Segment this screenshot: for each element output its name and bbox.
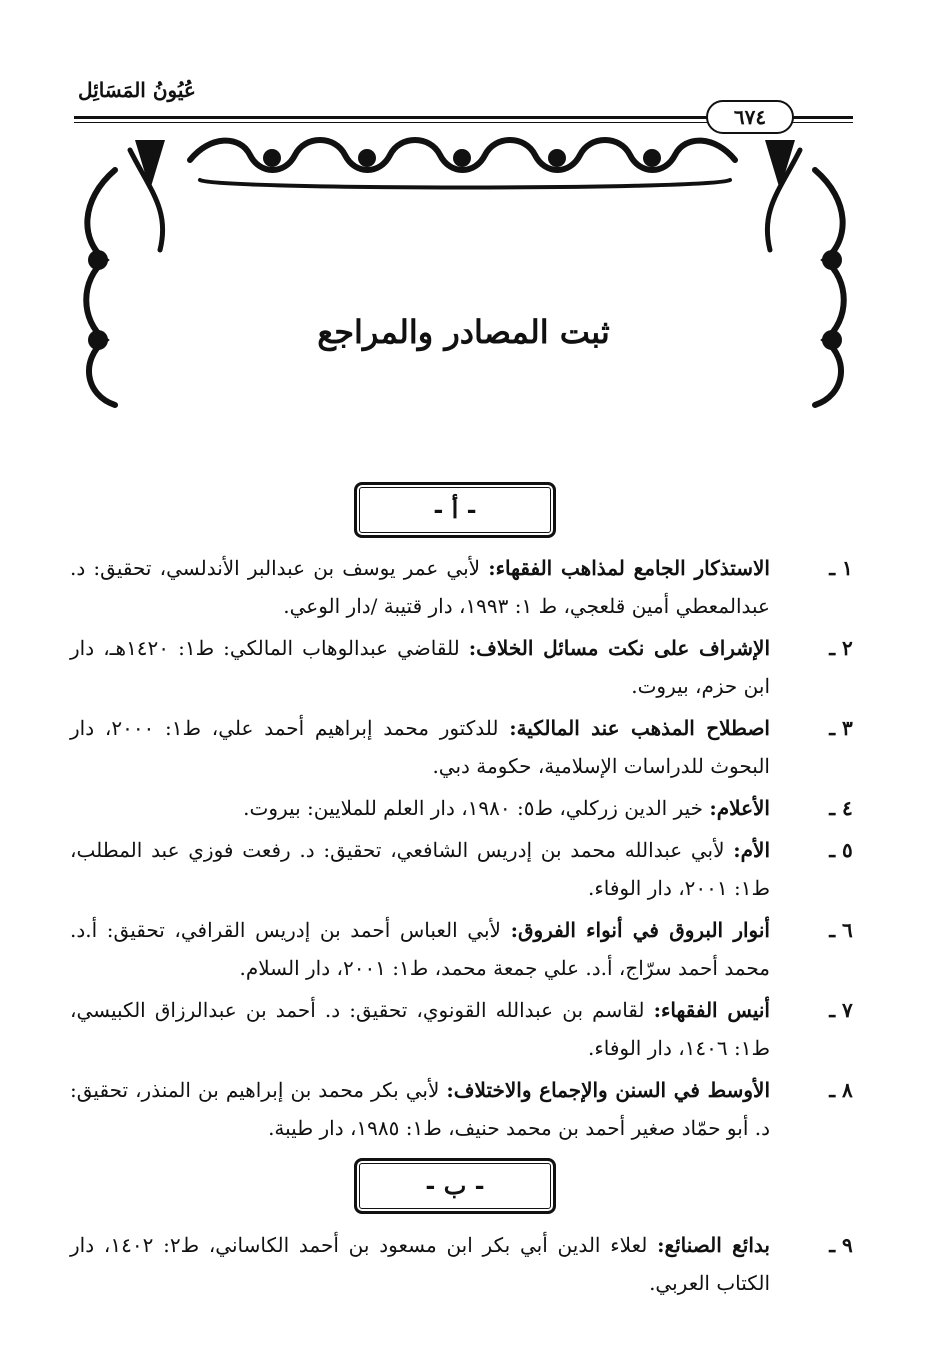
- entry-title: بدائع الصنائع:: [657, 1233, 770, 1257]
- entry-title: الأم:: [733, 838, 770, 862]
- entry-text: لأبي بكر محمد بن إبراهيم بن المنذر، تحقيق: د. أبو حمّاد صغير أحمد بن محمد حنيف، ط١: ١٩٨٥، دار طيبة.: [70, 1078, 770, 1140]
- entry-text: خير الدين زركلي، ط٥: ١٩٨٠، دار العلم للملايين: بيروت.: [243, 796, 710, 820]
- entry-title: أنوار البروق في أنواء الفروق:: [510, 918, 770, 942]
- running-title: عُيُونُ المَسَائِل: [78, 78, 196, 102]
- entry-number: ٥ ـ: [829, 838, 853, 862]
- bibliography-entry: [70, 789, 853, 827]
- bibliography-entry: [70, 991, 853, 1067]
- section-heading-a: [354, 482, 556, 538]
- section-heading-b: [354, 1158, 556, 1214]
- entry-text: لقاسم بن عبدالله القونوي، تحقيق: د. أحمد بن عبدالرزاق الكبيسي، ط١: ١٤٠٦، دار الوفاء.: [70, 998, 770, 1060]
- entry-number: ١ ـ: [829, 556, 853, 580]
- entry-number: ٤ ـ: [829, 796, 853, 820]
- entry-title: الأعلام:: [709, 796, 770, 820]
- entry-title: الاستذكار الجامع لمذاهب الفقهاء:: [488, 556, 770, 580]
- entry-title: الإشراف على نكت مسائل الخلاف:: [468, 636, 771, 660]
- entry-text: لأبي عبدالله محمد بن إدريس الشافعي، تحقيق: د. رفعت فوزي عبد المطلب، ط١: ٢٠٠١، دار الوفاء.: [70, 838, 770, 900]
- bibliography-entry: [70, 911, 853, 987]
- ornament-frame: [70, 130, 860, 410]
- page-number: ٦٧٤: [706, 100, 794, 134]
- entry-text: لأبي عمر يوسف بن عبدالبر الأندلسي، تحقيق: د. عبدالمعطي أمين قلعجي، ط ١: ١٩٩٣، دار قتيبة /دار الوعي.: [70, 556, 770, 618]
- section-label: - أ -: [433, 495, 477, 524]
- section-entries-a: [70, 549, 853, 1151]
- bibliography-entry: [70, 1071, 853, 1147]
- entry-title: اصطلاح المذهب عند المالكية:: [509, 716, 770, 740]
- entry-number: ٧ ـ: [829, 998, 853, 1022]
- entry-text: للقاضي عبدالوهاب المالكي: ط١: ١٤٢٠هـ، دار ابن حزم، بيروت.: [70, 636, 770, 698]
- section-entries-b: [70, 1226, 853, 1306]
- entry-title: أنيس الفقهاء:: [653, 998, 770, 1022]
- entry-number: ٩ ـ: [829, 1233, 853, 1257]
- bibliography-entry: [70, 831, 853, 907]
- entry-text: للدكتور محمد إبراهيم أحمد علي، ط١: ٢٠٠٠، دار البحوث للدراسات الإسلامية، حكومة دبي.: [70, 716, 770, 778]
- entry-text: لعلاء الدين أبي بكر ابن مسعود بن أحمد الكاساني، ط٢: ١٤٠٢، دار الكتاب العربي.: [70, 1233, 770, 1295]
- bibliography-entry: [70, 629, 853, 705]
- section-label: - ب -: [425, 1171, 485, 1200]
- bibliography-entry: [70, 1226, 853, 1302]
- chapter-title: ثبت المصادر والمراجع: [317, 313, 610, 351]
- entry-number: ٣ ـ: [829, 716, 853, 740]
- bibliography-entry: [70, 549, 853, 625]
- entry-text: لأبي العباس أحمد بن إدريس القرافي، تحقيق: أ.د. محمد أحمد سرّاج، أ.د. علي جمعة محمد، ط١: ٢٠٠١، دار السلام.: [70, 918, 770, 980]
- entry-number: ٢ ـ: [829, 636, 853, 660]
- entry-number: ٨ ـ: [829, 1078, 853, 1102]
- entry-title: الأوسط في السنن والإجماع والاختلاف:: [446, 1078, 771, 1102]
- bibliography-entry: [70, 709, 853, 785]
- entry-number: ٦ ـ: [829, 918, 853, 942]
